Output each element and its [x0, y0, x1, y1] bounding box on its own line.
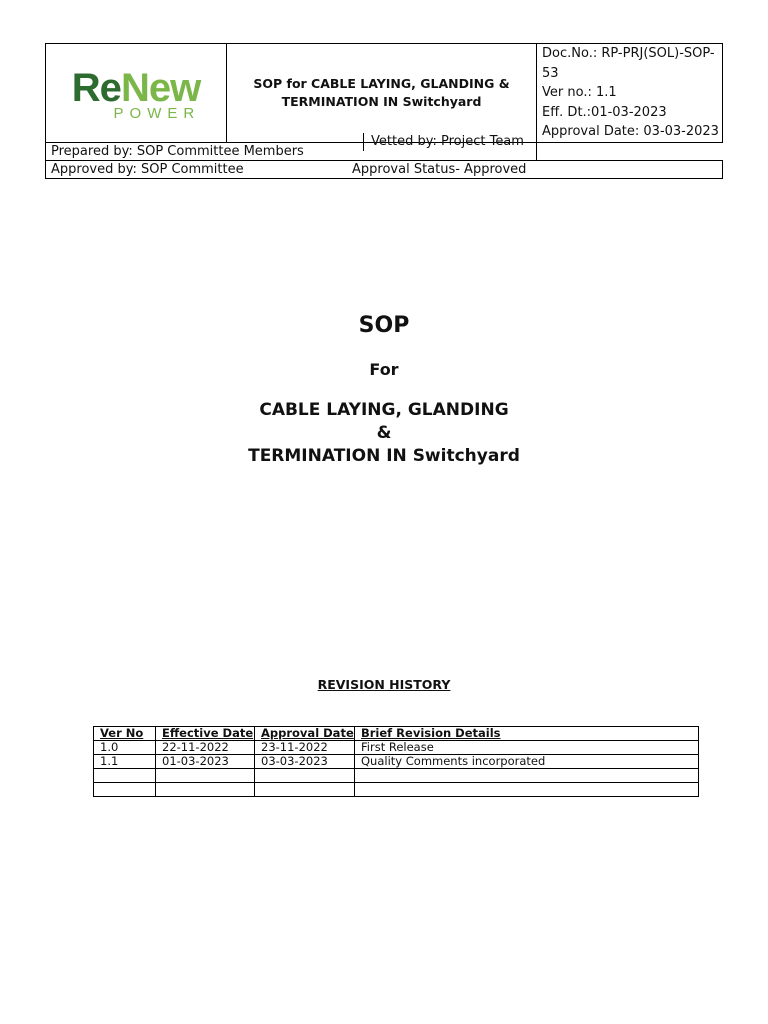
logo-cell	[46, 44, 227, 143]
logo-wordmark: ReNew	[71, 65, 201, 110]
approved-by: Approved by: SOP Committee	[51, 161, 244, 177]
cover-subject	[0, 399, 768, 468]
table-cell	[94, 783, 156, 797]
approval-status: Approval Status- Approved	[352, 161, 527, 177]
table-cell: 1.1	[94, 755, 156, 769]
table-cell	[355, 783, 699, 797]
revision-table-header	[94, 727, 699, 741]
table-cell	[156, 783, 255, 797]
doc-number: Doc.No.: RP-PRJ(SOL)-SOP-53	[542, 46, 715, 81]
column-header: Brief Revision Details	[355, 727, 699, 741]
table-cell: 23-11-2022	[255, 741, 355, 755]
table-cell	[156, 769, 255, 783]
cover-title: SOP	[358, 313, 410, 338]
approval-date: Approval Date: 03-03-2023	[542, 124, 719, 139]
column-header: Approval Date	[255, 727, 355, 741]
document-header	[45, 43, 723, 179]
table-cell	[94, 769, 156, 783]
doc-title-line-2: TERMINATION IN Switchyard	[281, 93, 482, 109]
column-header: Ver No	[94, 727, 156, 741]
cover-subject-line-1: CABLE LAYING, GLANDING	[259, 400, 509, 420]
table-cell: 1.0	[94, 741, 156, 755]
version-number: Ver no.: 1.1	[542, 85, 617, 100]
table-row	[94, 783, 699, 797]
table-cell	[355, 769, 699, 783]
table-cell: First Release	[355, 741, 699, 755]
table-row	[94, 755, 699, 769]
cover-for-label: For	[369, 360, 399, 379]
effective-date: Eff. Dt.:01-03-2023	[542, 104, 667, 120]
table-cell: 01-03-2023	[156, 755, 255, 769]
approved-by-cell	[46, 160, 723, 178]
prepared-by: Prepared by: SOP Committee Members	[51, 143, 304, 159]
table-row	[94, 769, 699, 783]
table-cell	[255, 769, 355, 783]
cover-subject-line-2: &	[376, 423, 392, 443]
document-title-cell	[227, 44, 537, 143]
logo-tagline: POWER	[113, 104, 201, 122]
revision-history-heading: REVISION HISTORY	[317, 677, 451, 692]
renew-power-logo	[71, 65, 201, 122]
doc-info-cell	[537, 44, 723, 143]
table-row	[94, 741, 699, 755]
table-cell: 22-11-2022	[156, 741, 255, 755]
doc-title-line-1: SOP for CABLE LAYING, GLANDING &	[253, 75, 510, 91]
table-cell	[255, 783, 355, 797]
table-cell: 03-03-2023	[255, 755, 355, 769]
cover-subject-line-3: TERMINATION IN Switchyard	[248, 446, 520, 466]
revision-history-table	[93, 726, 699, 797]
vetted-by: Vetted by: Project Team	[371, 134, 524, 149]
table-cell: Quality Comments incorporated	[355, 755, 699, 769]
vetted-by-cell	[363, 133, 723, 151]
column-header: Effective Date	[156, 727, 255, 741]
